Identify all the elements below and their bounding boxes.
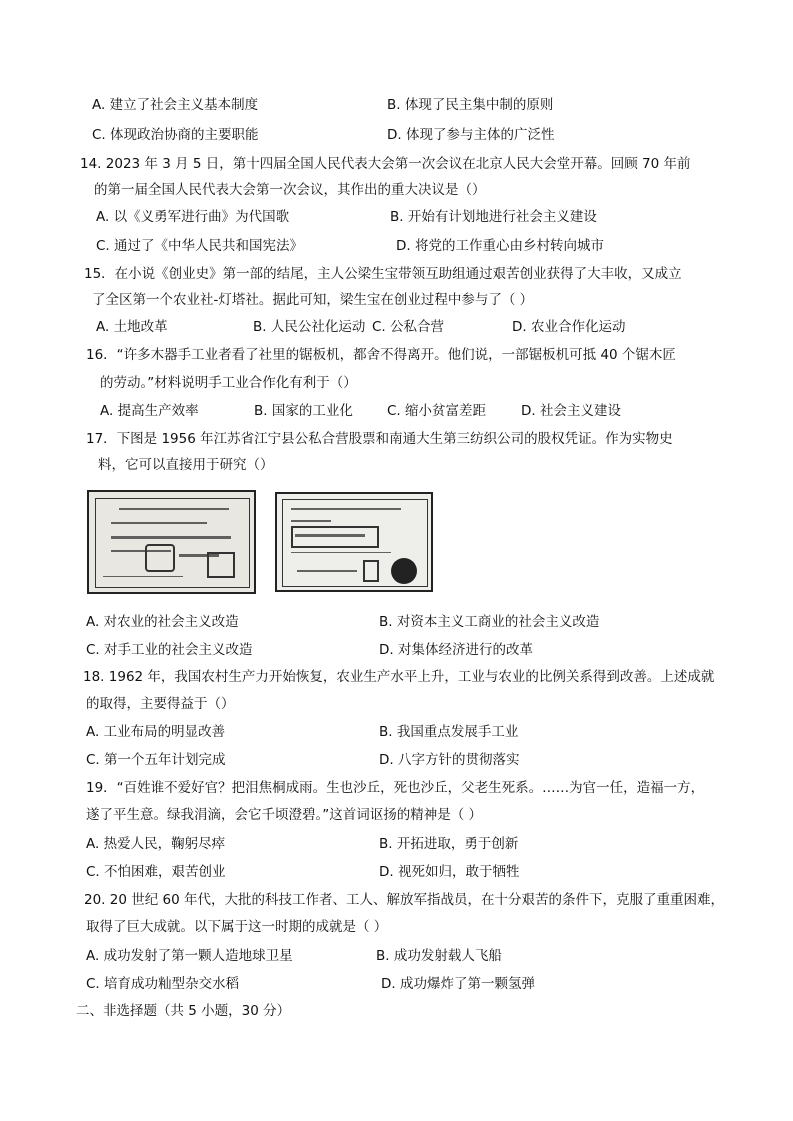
q20-option-b: B. 成功发射载人飞船 [376,948,502,964]
q17-option-b: B. 对资本主义工商业的社会主义改造 [379,614,600,630]
q19-option-c: C. 不怕困难，艰苦创业 [86,864,226,880]
q20-option-a: A. 成功发射了第一颗人造地球卫星 [86,948,293,964]
q18-option-c: C. 第一个五年计划完成 [86,752,226,768]
q19-stem-line2: 遂了平生意。绿我涓滴，会它千顷澄碧。”这首词讴扬的精神是（ ） [86,807,483,823]
q20-option-d: D. 成功爆炸了第一颗氢弹 [381,976,535,992]
q14-option-a: A. 以《义勇军进行曲》为代国歌 [96,209,290,225]
q15-option-d: D. 农业合作化运动 [512,319,626,335]
stock-certificate-image [87,490,256,594]
q20-option-c: C. 培育成功籼型杂交水稻 [86,976,240,992]
q13-option-d: D. 体现了参与主体的广泛性 [387,127,555,143]
q15-option-c: C. 公私合营 [372,319,445,335]
q18-option-d: D. 八字方针的贯彻落实 [379,752,520,768]
q18-option-b: B. 我国重点发展手工业 [379,724,519,740]
q19-option-d: D. 视死如归，敢于牺牲 [379,864,520,880]
q13-option-c: C. 体现政治协商的主要职能 [92,127,259,143]
q20-stem-line1: 20. 20 世纪 60 年代，大批的科技工作者、工人、解放军指战员，在十分艰苦的条件下，克服了重重困难， [84,892,724,908]
q19-stem-line1: 19．“百姓谁不爱好官？把泪焦桐成雨。生也沙丘，死也沙丘，父老生死系。……为官一任，造福一方， [86,780,705,796]
q13-option-a: A. 建立了社会主义基本制度 [92,97,259,113]
q16-option-a: A. 提高生产效率 [100,403,199,419]
q15-stem-line2: 了全区第一个农业社-灯塔社。据此可知，梁生宝在创业过程中参与了（ ） [92,292,534,308]
q16-option-d: D. 社会主义建设 [521,403,621,419]
q18-stem-line1: 18. 1962 年，我国农村生产力开始恢复，农业生产水平上升，工业与农业的比例关系得到改善。上述成就 [83,669,715,685]
q16-stem-line1: 16．“许多木器手工业者看了社里的锯板机，都舍不得离开。他们说，一部锯板机可抵 40 个锯木匠 [86,347,676,363]
q13-option-b: B. 体现了民主集中制的原则 [387,97,554,113]
q19-option-b: B. 开拓进取，勇于创新 [379,836,519,852]
q14-stem-line1: 14. 2023 年 3 月 5 日，第十四届全国人民代表大会第一次会议在北京人民大会堂开幕。回顾 70 年前 [80,156,691,172]
q17-stem-line1: 17．下图是 1956 年江苏省江宁县公私合营股票和南通大生第三纺织公司的股权凭证。作为实物史 [86,431,673,447]
q19-option-a: A. 热爱人民，鞠躬尽瘁 [86,836,226,852]
q17-option-c: C. 对手工业的社会主义改造 [86,642,253,658]
q18-option-a: A. 工业布局的明显改善 [86,724,226,740]
q20-stem-line2: 取得了巨大成就。以下属于这一时期的成就是（ ） [86,919,388,935]
q16-option-c: C. 缩小贫富差距 [387,403,487,419]
q14-option-c: C. 通过了《中华人民共和国宪法》 [96,238,304,254]
q17-option-a: A. 对农业的社会主义改造 [86,614,239,630]
q17-option-d: D. 对集体经济进行的改革 [379,642,533,658]
q16-stem-line2: 的劳动。”材料说明手工业合作化有利于（） [100,375,357,391]
q17-stem-line2: 料，它可以直接用于研究（） [98,457,274,473]
q14-option-b: B. 开始有计划地进行社会主义建设 [390,209,597,225]
section-2-heading: 二、非选择题（共 5 小题，30 分） [76,1003,291,1019]
q14-option-d: D. 将党的工作重心由乡村转向城市 [396,238,604,254]
q18-stem-line2: 的取得，主要得益于（） [86,696,235,712]
q15-stem-line1: 15．在小说《创业史》第一部的结尾，主人公梁生宝带领互助组通过艰苦创业获得了大丰收，又成立 [84,266,682,282]
q16-option-b: B. 国家的工业化 [254,403,353,419]
share-voucher-image [275,492,433,592]
q15-option-b: B. 人民公社化运动 [253,319,366,335]
q14-stem-line2: 的第一届全国人民代表大会第一次会议，其作出的重大决议是（） [94,182,486,198]
q15-option-a: A. 土地改革 [96,319,168,335]
